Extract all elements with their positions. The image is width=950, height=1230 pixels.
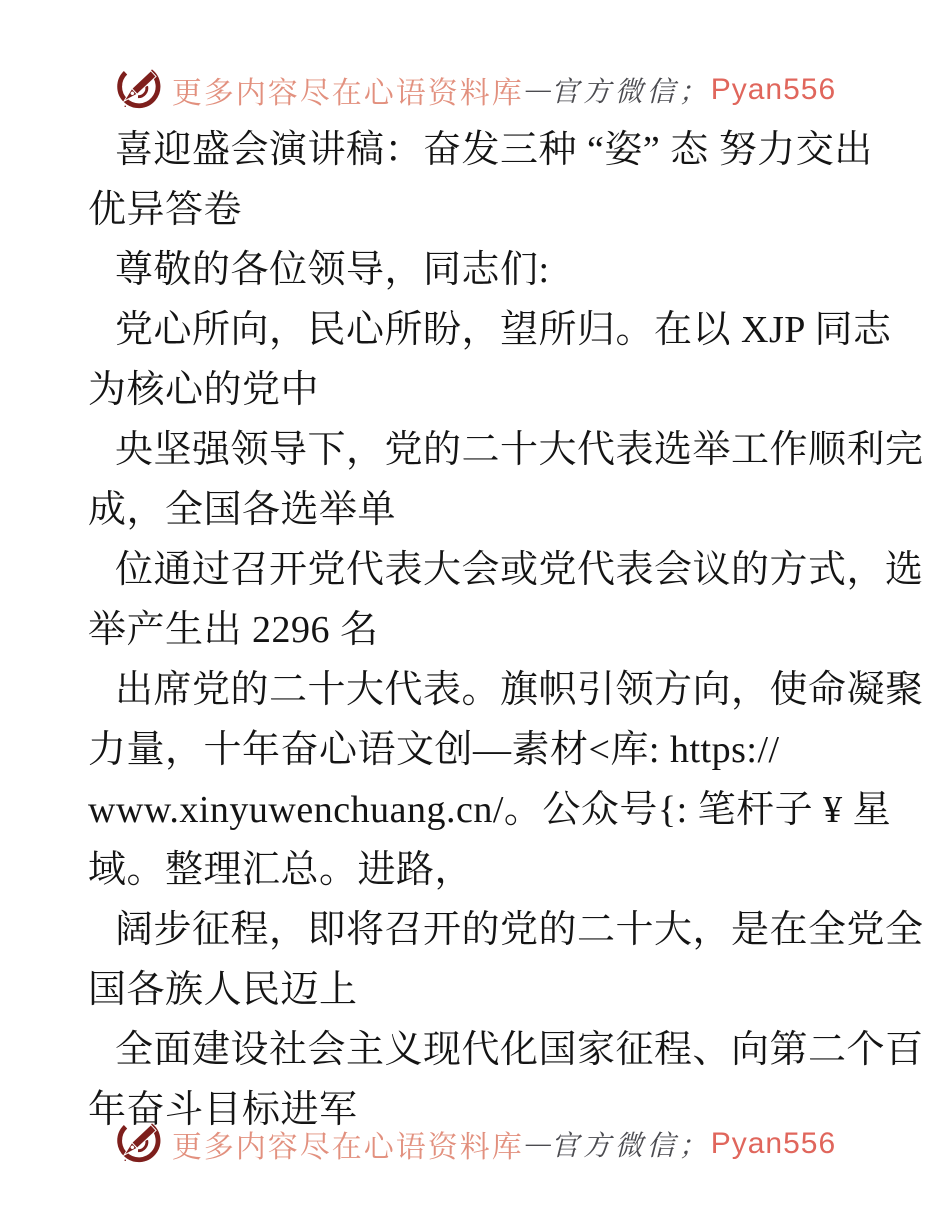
doc-line: 力量，十年奋心语文创—素材<库: https:// xyxy=(88,729,780,771)
doc-title-line: 优异答卷 xyxy=(88,189,243,231)
doc-line: 位通过召开党代表大会或党代表会议的方式，选 xyxy=(115,549,924,591)
doc-line: 年奋斗目标进军 xyxy=(88,1089,358,1131)
doc-line: 阔步征程，即将召开的党的二十大，是在全党全 xyxy=(115,909,924,951)
brand-text: 更多内容尽在心语资料库 xyxy=(171,1131,524,1164)
brand-text: 更多内容尽在心语资料库 xyxy=(171,77,524,110)
doc-title-line: 喜迎盛会演讲稿：奋发三种 “姿” 态 努力交出 xyxy=(115,129,873,171)
doc-line: 国各族人民迈上 xyxy=(88,969,358,1011)
doc-line: 举产生出 2296 名 xyxy=(88,609,379,651)
pen-circle-logo-icon xyxy=(114,63,162,117)
wechat-label: 官方微信； xyxy=(550,1131,711,1162)
wechat-id: Pyan556 xyxy=(710,73,837,106)
doc-line: 央坚强领导下，党的二十大代表选举工作顺利完 xyxy=(115,429,924,471)
pen-circle-logo-icon xyxy=(114,1117,162,1171)
doc-line: 成，全国各选举单 xyxy=(88,489,397,531)
doc-line: 域。整理汇总。进路， xyxy=(88,849,474,891)
document-body xyxy=(88,120,924,1140)
doc-line: 为核心的党中 xyxy=(88,369,320,411)
doc-line: 党心所向，民心所盼，望所归。在以 XJP 同志 xyxy=(115,309,892,351)
doc-line: www.xinyuwenchuang.cn/。公众号{: 笔杆子 ¥ 星 xyxy=(88,789,892,831)
brand-separator: — xyxy=(525,1128,551,1159)
wechat-id: Pyan556 xyxy=(710,1127,837,1160)
brand-separator: — xyxy=(525,74,551,105)
wechat-label: 官方微信； xyxy=(550,77,711,108)
header-brand-bar xyxy=(0,62,950,118)
doc-line: 全面建设社会主义现代化国家征程、向第二个百 xyxy=(115,1029,924,1071)
doc-line: 出席党的二十大代表。旗帜引领方向，使命凝聚 xyxy=(115,669,924,711)
doc-line: 尊敬的各位领导，同志们: xyxy=(115,249,550,291)
footer-brand-bar xyxy=(0,1116,950,1172)
